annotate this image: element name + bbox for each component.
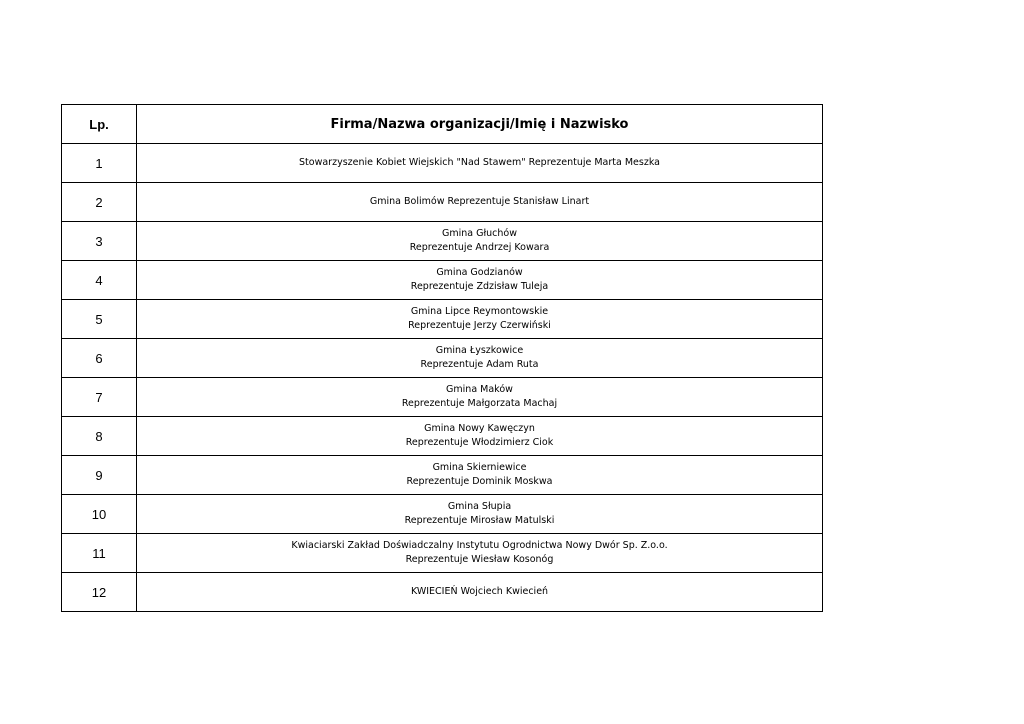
participants-table — [61, 104, 823, 612]
entity-line-2: Reprezentuje Zdzisław Tuleja — [410, 281, 549, 292]
entity-line-1: Kwiaciarski Zakład Doświadczalny Instytutu Ogrodnictwa Nowy Dwór Sp. Z.o.o. — [291, 540, 668, 551]
header-lp: Lp. — [62, 105, 137, 144]
entity-line-1: Gmina Skierniewice — [432, 462, 527, 473]
row-entity — [137, 222, 823, 261]
entity-line-1: Gmina Godzianów — [436, 267, 523, 278]
table-row — [62, 534, 823, 573]
table-row — [62, 573, 823, 612]
entity-line-1: Gmina Bolimów Reprezentuje Stanisław Linart — [369, 196, 590, 207]
row-number: 2 — [62, 183, 137, 222]
row-entity — [137, 261, 823, 300]
entity-line-1: KWIECIEŃ Wojciech Kwiecień — [410, 586, 549, 597]
header-name: Firma/Nazwa organizacji/Imię i Nazwisko — [137, 105, 823, 144]
table-row — [62, 456, 823, 495]
row-number: 11 — [62, 534, 137, 573]
row-entity — [137, 495, 823, 534]
row-number: 8 — [62, 417, 137, 456]
row-number: 5 — [62, 300, 137, 339]
entity-line-2: Reprezentuje Jerzy Czerwiński — [408, 320, 551, 331]
row-entity — [137, 339, 823, 378]
entity-line-1: Gmina Łyszkowice — [435, 345, 524, 356]
row-number: 10 — [62, 495, 137, 534]
table-row — [62, 183, 823, 222]
row-entity — [137, 573, 823, 612]
table-row — [62, 417, 823, 456]
entity-line-2: Reprezentuje Dominik Moskwa — [406, 476, 553, 487]
entity-line-2: Reprezentuje Włodzimierz Ciok — [405, 437, 554, 448]
row-entity — [137, 300, 823, 339]
entity-line-2: Reprezentuje Wiesław Kosonóg — [405, 554, 554, 565]
entity-line-2: Reprezentuje Andrzej Kowara — [409, 242, 550, 253]
row-number: 1 — [62, 144, 137, 183]
row-entity — [137, 456, 823, 495]
row-number: 12 — [62, 573, 137, 612]
row-number: 3 — [62, 222, 137, 261]
row-entity — [137, 534, 823, 573]
entity-line-1: Gmina Lipce Reymontowskie — [410, 306, 549, 317]
table-header-row — [62, 105, 823, 144]
entity-line-1: Gmina Nowy Kawęczyn — [424, 423, 535, 434]
table-row — [62, 261, 823, 300]
row-entity — [137, 144, 823, 183]
entity-line-2: Reprezentuje Adam Ruta — [420, 359, 539, 370]
row-number: 9 — [62, 456, 137, 495]
table-row — [62, 339, 823, 378]
entity-line-1: Gmina Głuchów — [441, 228, 518, 239]
entity-line-1: Gmina Słupia — [447, 501, 512, 512]
table-row — [62, 300, 823, 339]
row-entity — [137, 183, 823, 222]
row-entity — [137, 378, 823, 417]
row-number: 6 — [62, 339, 137, 378]
table-row — [62, 378, 823, 417]
entity-line-1: Gmina Maków — [446, 384, 513, 395]
table-row — [62, 495, 823, 534]
table-row — [62, 222, 823, 261]
row-entity — [137, 417, 823, 456]
table-row — [62, 144, 823, 183]
row-number: 4 — [62, 261, 137, 300]
entity-line-2: Reprezentuje Mirosław Matulski — [404, 515, 555, 526]
row-number: 7 — [62, 378, 137, 417]
entity-line-2: Reprezentuje Małgorzata Machaj — [401, 398, 558, 409]
entity-line-1: Stowarzyszenie Kobiet Wiejskich "Nad Stawem" Reprezentuje Marta Meszka — [299, 157, 660, 168]
